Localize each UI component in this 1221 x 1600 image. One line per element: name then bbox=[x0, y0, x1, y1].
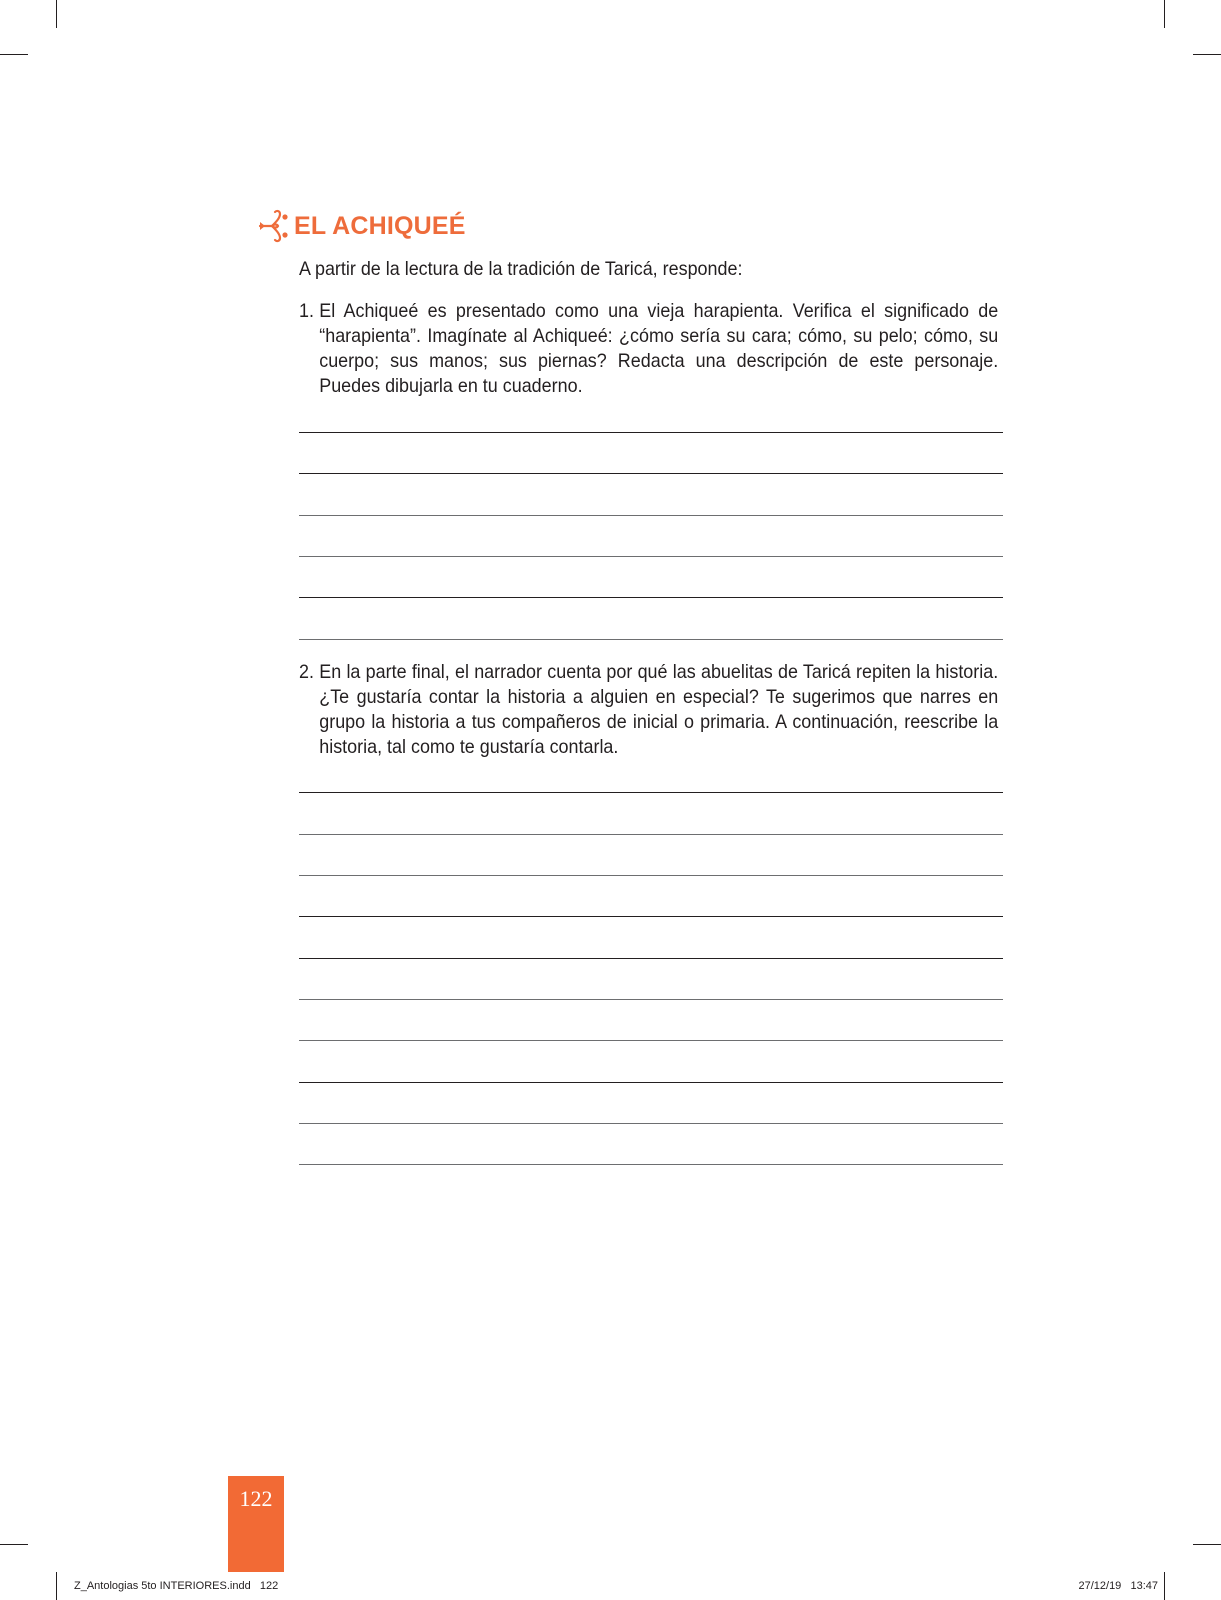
section-heading bbox=[258, 208, 466, 244]
answer-lines-q1[interactable] bbox=[299, 432, 1003, 642]
crop-mark-bottom-right-h bbox=[1193, 1544, 1221, 1545]
answer-line[interactable] bbox=[299, 515, 1003, 516]
answer-lines-q2[interactable] bbox=[299, 792, 1003, 1167]
footer-timestamp: 27/12/19 13:47 bbox=[1078, 1580, 1158, 1592]
crop-mark-bottom-right bbox=[1164, 1572, 1165, 1600]
answer-line[interactable] bbox=[299, 792, 1003, 793]
crop-mark-top-right-h bbox=[1193, 54, 1221, 55]
answer-line[interactable] bbox=[299, 432, 1003, 433]
crop-mark-bottom-left bbox=[56, 1572, 57, 1600]
section-title: EL ACHIQUEÉ bbox=[294, 211, 466, 240]
answer-line[interactable] bbox=[299, 1040, 1003, 1041]
question-text: El Achiqueé es presentado como una vieja harapienta. Verifica el significado de “harapienta”. Imagínate al Achiqueé: ¿cómo sería su cara; cómo, su pelo; cómo, su cuerpo; sus manos; sus piernas? Redacta una descripción de este personaje. Puedes dibujarla en tu cuaderno. bbox=[319, 300, 999, 397]
question-text: En la parte final, el narrador cuenta por qué las abuelitas de Taricá repiten la historia. ¿Te gustaría contar la historia a alguien en especial? Te sugerimos que narres en grupo la historia a tus compañeros de inicial o primaria. A continuación, reescribe la historia, tal como te gustaría contarla. bbox=[319, 661, 999, 758]
answer-line[interactable] bbox=[299, 999, 1003, 1000]
instructions-text: A partir de la lectura de la tradición de Taricá, responde: bbox=[299, 258, 743, 280]
crop-mark-top-left bbox=[56, 0, 57, 28]
fleuron-icon bbox=[258, 208, 290, 244]
answer-line[interactable] bbox=[299, 1164, 1003, 1165]
answer-line[interactable] bbox=[299, 556, 1003, 557]
page-number: 122 bbox=[239, 1486, 273, 1511]
answer-line[interactable] bbox=[299, 834, 1003, 835]
answer-line[interactable] bbox=[299, 473, 1003, 474]
question-1 bbox=[299, 299, 998, 399]
question-number: 2. bbox=[299, 661, 314, 683]
crop-mark-top-right bbox=[1164, 0, 1165, 28]
answer-line[interactable] bbox=[299, 639, 1003, 640]
crop-mark-top-left-h bbox=[0, 54, 28, 55]
question-2 bbox=[299, 660, 998, 760]
footer-filename: Z_Antologias 5to INTERIORES.indd 122 bbox=[74, 1580, 279, 1592]
answer-line[interactable] bbox=[299, 958, 1003, 959]
crop-mark-bottom-left-h bbox=[0, 1544, 28, 1545]
answer-line[interactable] bbox=[299, 916, 1003, 917]
question-number: 1. bbox=[299, 300, 314, 322]
answer-line[interactable] bbox=[299, 1082, 1003, 1083]
answer-line[interactable] bbox=[299, 597, 1003, 598]
answer-line[interactable] bbox=[299, 1123, 1003, 1124]
answer-line[interactable] bbox=[299, 875, 1003, 876]
